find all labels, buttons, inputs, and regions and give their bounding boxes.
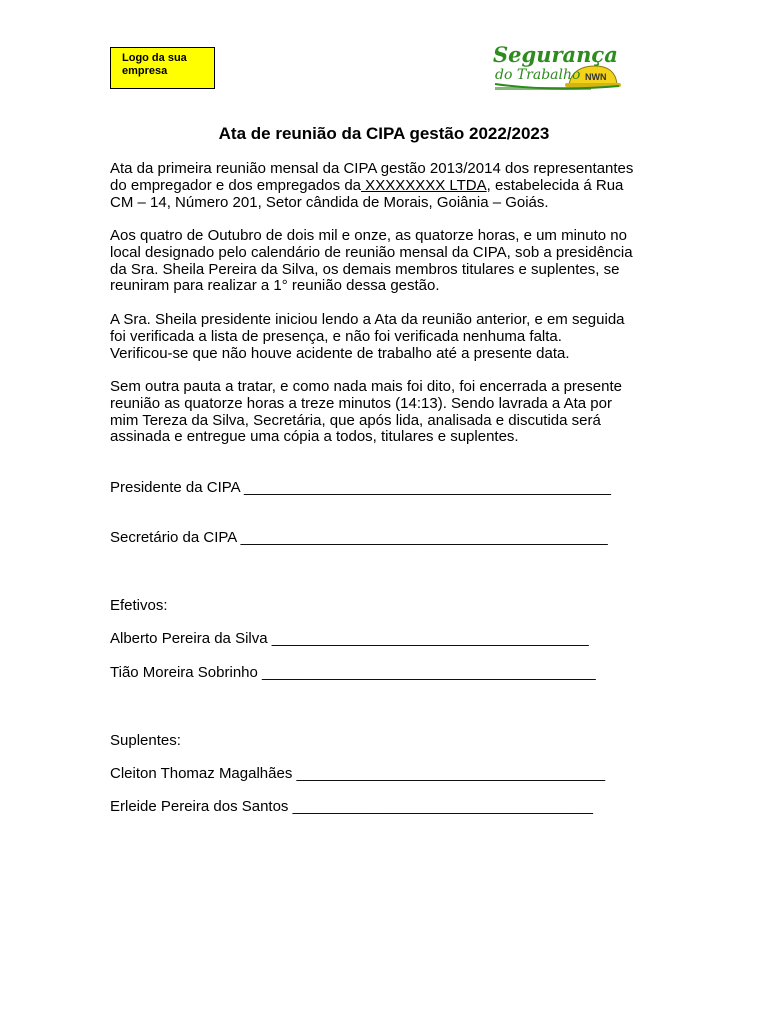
signature-presidente: Presidente da CIPA ____________________________________________ (110, 479, 612, 496)
paragraph-2 (110, 228, 657, 295)
signature-suplente-1: Cleiton Thomaz Magalhães _____________________________________ (110, 765, 606, 782)
logo-placeholder-line: Logo da sua (122, 52, 187, 64)
paragraph-line: local designado pelo calendário de reunião mensal da CIPA, sob a presidência (110, 243, 633, 261)
paragraph-line: Aos quatro de Outubro de dois mil e onze, as quatorze horas, e um minuto no (110, 227, 627, 244)
brand-word-1: Segurança (493, 42, 618, 67)
paragraph-line: reuniram para realizar a 1° reunião dessa gestão. (110, 277, 440, 295)
paragraph-3 (110, 312, 657, 362)
paragraph-line: Verificou-se que não houve acidente de trabalho até a presente data. (110, 344, 570, 362)
paragraph-line: A Sra. Sheila presidente iniciou lendo a Ata da reunião anterior, e em seguida (110, 311, 625, 328)
company-name: XXXXXXXX LTDA (361, 176, 487, 194)
signature-efetivo-1: Alberto Pereira da Silva ______________________________________ (110, 630, 589, 647)
paragraph-line: assinada e entregue uma cópia a todos, titulares e suplentes. (110, 428, 519, 446)
paragraph-line: foi verificada a lista de presença, e não foi verificada nenhuma falta. (110, 327, 562, 345)
paragraph-line: da Sra. Sheila Pereira da Silva, os demais membros titulares e suplentes, se (110, 260, 620, 278)
efetivos-label: Efetivos: (110, 597, 168, 614)
paragraph-1 (110, 161, 657, 211)
paragraph-line: Ata da primeira reunião mensal da CIPA gestão 2013/2014 dos representantes (110, 160, 634, 177)
paragraph-line: CM – 14, Número 201, Setor cândida de Morais, Goiânia – Goiás. (110, 193, 549, 211)
suplentes-label: Suplentes: (110, 732, 181, 749)
brand-badge: NWN (585, 72, 607, 82)
text-segment: do empregador e dos empregados da (110, 176, 362, 194)
brand-word-2: do Trabalho (495, 67, 581, 83)
signature-secretario: Secretário da CIPA ____________________________________________ (110, 529, 608, 546)
signature-efetivo-2: Tião Moreira Sobrinho ________________________________________ (110, 664, 596, 681)
seguranca-do-trabalho-logo (491, 40, 623, 92)
company-logo-placeholder (110, 47, 215, 89)
logo-placeholder-line: empresa (122, 65, 168, 77)
paragraph-line: mim Tereza da Silva, Secretária, que após lida, analisada e discutida será (110, 411, 601, 429)
paragraph-line: reunião as quatorze horas a treze minutos (14:13). Sendo lavrada a Ata por (110, 394, 612, 412)
paragraph-line: Sem outra pauta a tratar, e como nada mais foi dito, foi encerrada a presente (110, 378, 622, 395)
text-segment: , estabelecida á Rua (486, 176, 624, 194)
signature-suplente-2: Erleide Pereira dos Santos ____________________________________ (110, 798, 593, 815)
paragraph-4 (110, 379, 657, 446)
document-title: Ata de reunião da CIPA gestão 2022/2023 (218, 124, 550, 143)
paragraph-line (110, 178, 657, 195)
